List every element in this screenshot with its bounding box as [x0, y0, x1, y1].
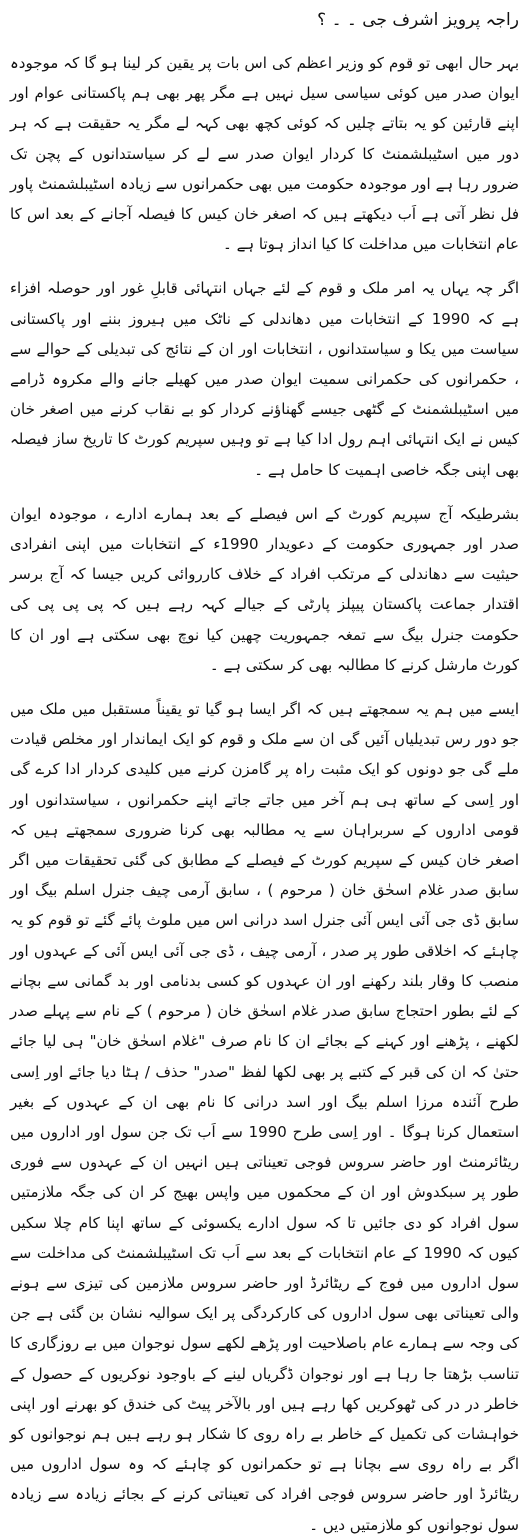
- article-title: راجہ پرویز اشرف جی ۔ ۔ ؟: [317, 10, 519, 30]
- article-paragraph-4: ایسے میں ہم یہ سمجھتے ہیں کہ اگر ایسا ہو گیا تو یقیناً مستقبل میں ملک میں جو دور رس تبدیلیاں آئیں گی ان سے ملک و قوم کو ایک ایماندار اور مخلص قیادت ملے گی جو دونوں کو ایک مثبت راہ پر گامزن کرنے میں کلیدی کردار ادا کرے گی اور اِسی کے ساتھ ہی ہم آخر میں جاتے جاتے اپنے حکمرانوں ، سیاستدانوں اور قومی اداروں کے سربراہان سے یہ مطالبہ بھی کرنا ضروری سمجھتے ہیں کہ اصغر خان کیس کے سپریم کورٹ کے فیصلے کے مطابق کی گئی تحقیقات میں اگر سابق صدر غلام اسحٰق خان ( مرحوم ) ، سابق آرمی چیف جنرل اسلم بیگ اور سابق ڈی جی آئی ایس آئی جنرل اسد درانی اس میں ملوث پائے گئے تو قوم کو یہ چاہئے کہ اخلاقی طور پر صدر ، آرمی چیف ، ڈی جی آئی ایس آئی کے عہدوں اور منصب کا وقار بلند رکھنے اور ان عہدوں کو کسی بدنامی اور بد گمانی سے بچانے کے لئے بطور احتجاج سابق صدر غلام اسحٰق خان ( مرحوم ) کے نام سے پہلے صدر لکھنے ، پڑھنے اور کہنے کے بجائے ان کا نام صرف "غلام اسحٰق خان" ہی لیا جائے حتیٰ کہ ان کی قبر کے کتبے پر بھی لکھا لفظ "صدر" حذف / ہٹا دیا جائے اور اِسی طرح آئندہ مرزا اسلم بیگ اور اسد درانی کا نام بھی ان کے عہدوں کے بغیر استعمال کرنا ہوگا ۔ اور اِسی طرح 1990 سے اَب تک جن سول اور اداروں میں ریٹائرمنٹ اور حاضر سروس فوجی تعیناتی ہیں انہیں ان کے عہدوں سے فوری طور پر سبکدوش اور ان کے محکموں میں واپس بھیج کر ان کی جگہ ملازمتیں سول افراد کو دی جائیں تا کہ سول ادارے یکسوئی کے ساتھ اپنا کام چلا سکیں کیوں کہ 1990 کے عام انتخابات کے بعد سے اَب تک اسٹیبلشمنٹ کی مداخلت سے سول اداروں میں فوج کے ریٹائرڈ اور حاضر سروس ملازمین کی تیزی سے ہونے والی تعیناتی بھی سول اداروں کی کارکردگی پر ایک سوالیہ نشان بن گئی ہے جن کی وجہ سے ہمارے عام باصلاحیت اور پڑھے لکھے سول نوجوان میں بے روزگاری کا تناسب بڑھتا جا رہا ہے اور نوجوان ڈگریاں لینے کے باوجود نوکریوں کے حصول کے خاطر در در کی ٹھوکریں کھا رہے ہیں اور بالآخر پیٹ کی خندق کو بھرنے اور اپنی خواہشات کی تکمیل کے خاطر بے راہ روی کا شکار ہو رہے ہیں ہم نوجوانوں کو اگر بے راہ روی سے بچانا ہے تو حکمرانوں کو چاہئے کہ وہ سول اداروں میں ریٹائرڈ اور حاضر سروس فوجی افراد کی تعیناتی کرنے کے بجائے زیادہ سے زیادہ سول نوجوانوں کو ملازمتیں دیں ۔: [10, 700, 519, 1534]
- article-paragraph-3: بشرطیکہ آج سپریم کورٹ کے اس فیصلے کے بعد ہمارے ادارے ، موجودہ ایوان صدر اور جمہوری حکومت کے دعویدار 1990ء کے انتخابات میں اپنی انفرادی حیثیت سے دھاندلی کے مرتکب افراد کے خلاف کارروائی کریں جیسا کہ آج برسر اقتدار جماعت پاکستان پیپلز پارٹی کے جیالے کہہ رہے ہیں کہ پی پی پی کی حکومت جنرل بیگ سے تمغہ جمہوریت چھین کیا نوچ بھی سکتی ہے اور ان کا کورٹ مارشل کرنے کا مطالبہ بھی کر سکتی ہے ۔: [10, 504, 519, 674]
- article-paragraph-1: بہر حال ابھی تو قوم کو وزیر اعظم کی اس بات پر یقین کر لینا ہو گا کہ موجودہ ایوان صدر میں کوئی سیاسی سیل نہیں ہے مگر پھر بھی ہم پاکستانی عوام اور اپنے قارئین کو یہ بتاتے چلیں کہ کوئی کچھ بھی کہہ لے مگر یہ حقیقت ہے کہ ہر دور میں اسٹیبلشمنٹ کا کردار ایوان صدر سے لے کر سیاستدانوں کے پچن تک ضرور رہا ہے اور موجودہ حکومت میں بھی حکمرانوں سے زیادہ اسٹیبلشمنٹ پاور فل نظر آتی ہے اَب دیکھتے ہیں کہ اصغر خان کیس کا فیصلہ آجانے کے بعد اس کا عام انتخابات میں مداخلت کا کیا انداز ہوتا ہے ۔: [10, 54, 519, 254]
- article-paragraph-2: اگر چہ یہاں یہ امر ملک و قوم کے لئے جہاں انتہائی قابلِ غور اور حوصلہ افزاء ہے کہ 1990 کے انتخابات میں دھاندلی کے ناٹک میں ہیروز بننے اور پاکستانی سیاست میں یکا و سیاستدانوں ، انتخابات اور ان کے نتائج کی تبدیلی کے حوالے سے ، حکمرانوں کی حکمرانی سمیت ایوان صدر میں کھیلے جانے والے مکروہ ڈرامے میں اسٹیبلشمنٹ کے گٹھی جیسے گھناؤنے کردار کو بے نقاب کرنے میں اصغر خان کیس نے ایک انتہائی اہم رول ادا کیا ہے تو وہیں سپریم کورٹ کا تاریخ ساز فیصلہ بھی اپنی جگہ خاصی اہمیت کا حامل ہے ۔: [10, 279, 519, 479]
